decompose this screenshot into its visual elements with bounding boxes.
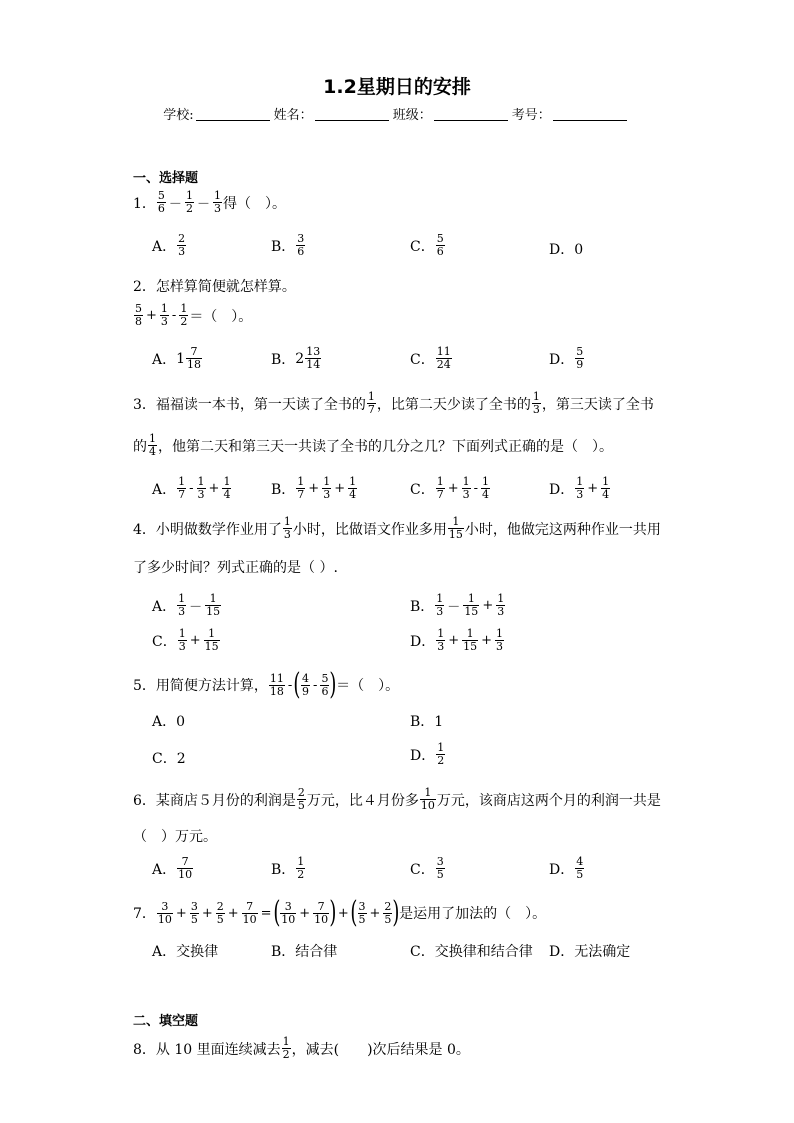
q5-option-d[interactable]: D． $\frac{1}{2}$: [410, 741, 445, 767]
fraction: $\frac{7}{10}$: [242, 899, 257, 926]
fraction: $\frac{1}{15}$: [464, 592, 479, 618]
q1-option-d[interactable]: D．0: [549, 242, 584, 258]
fraction: $\frac{1}{4}$: [149, 432, 156, 458]
fraction: $\frac{1}{3}$: [497, 592, 505, 618]
fraction: $\frac{2}{5}$: [384, 899, 392, 926]
question-8: 8．从 10 里面连续减去 $\frac{1}{2}$ ，减去( )次后结果是 0。: [133, 1035, 470, 1061]
fraction: $\frac{1}{3}$: [532, 390, 540, 416]
fraction: $\frac{2}{3}$: [178, 232, 186, 258]
question-2-expr: $\frac{5}{8}$ + $\frac{1}{3}$ - $\frac{1}{2}$ ＝（ ）。: [135, 302, 253, 328]
q1-frac1: $\frac{5}{6}$: [157, 189, 165, 215]
fraction: $\frac{1}{3}$: [437, 627, 445, 653]
q5-option-a[interactable]: A．0: [152, 714, 186, 730]
fraction: $\frac{1}{3}$: [283, 515, 291, 541]
question-6-line2: （ ）万元。: [133, 829, 217, 845]
fraction: $\frac{3}{5}$: [436, 855, 444, 881]
q5-option-b[interactable]: B．1: [410, 714, 444, 730]
fraction: $\frac{7}{10}$: [178, 855, 193, 881]
q1-frac2: $\frac{1}{2}$: [185, 189, 193, 215]
question-1: [133, 190, 286, 215]
fraction: $\frac{7}{18}$: [187, 345, 202, 371]
class-blank[interactable]: [434, 107, 508, 121]
name-label: 姓名：: [273, 108, 313, 123]
question-6-line1: 6．某商店５月份的利润是 $\frac{2}{5}$ 万元，比４月份多 $\frac{1}{10}$ 万元，该商店这两个月的利润一共是: [133, 786, 661, 812]
fraction: $\frac{4}{5}$: [576, 855, 584, 881]
school-label: 学校:: [163, 108, 194, 123]
q3-option-c[interactable]: C． $\frac{1}{7}$ + $\frac{1}{3}$ - $\frac{1}{4}$: [410, 475, 490, 501]
q7-option-a[interactable]: A．交换律: [152, 944, 219, 960]
fraction: $\frac{7}{10}$: [314, 899, 329, 926]
fraction: $\frac{11}{18}$: [269, 671, 284, 698]
fraction: $\frac{1}{4}$: [349, 475, 357, 501]
q4-option-b[interactable]: B． $\frac{1}{3}$ － $\frac{1}{15}$ + $\frac{1}{3}$: [410, 592, 505, 618]
q1-option-b[interactable]: B． $\frac{3}{6}$: [271, 232, 305, 258]
fraction: $\frac{11}{24}$: [436, 345, 451, 371]
q2-option-a[interactable]: A． 1 $\frac{7}{18}$: [152, 345, 202, 371]
fraction: $\frac{5}{8}$: [135, 302, 142, 328]
fraction: $\frac{1}{2}$: [282, 1035, 290, 1061]
question-3-line1: 3．福福读一本书，第一天读了全书的 $\frac{1}{7}$ ，比第二天少读了全书的 $\frac{1}{3}$ ，第三天读了全书: [133, 390, 654, 416]
question-2-text: 2．怎样算简便就怎样算。: [133, 279, 296, 295]
question-7: 7． $\frac{3}{10}$ + $\frac{3}{5}$ + $\frac{2}{5}$ + $\frac{7}{10}$ = ( $\frac{3}{10}$ + $\frac{7}{10}$ ) + ( $\frac{3}{5}$ + $\frac{2}{5}$ ) 是运用了加法的（ ）。: [133, 895, 547, 930]
class-label: 班级：: [392, 108, 432, 123]
q2-option-b[interactable]: B． 2 $\frac{13}{14}$: [271, 345, 321, 371]
section-fill-heading: 二、填空题: [133, 1014, 199, 1029]
q1-tail: 得（ ）。: [222, 195, 286, 212]
fraction: $\frac{1}{2}$: [180, 302, 188, 328]
fraction: $\frac{1}{3}$: [462, 475, 470, 501]
school-blank[interactable]: [196, 107, 270, 121]
fraction: $\frac{1}{3}$: [323, 475, 331, 501]
q1-option-c[interactable]: C． $\frac{5}{6}$: [410, 232, 444, 258]
name-blank[interactable]: [315, 107, 389, 121]
fraction: $\frac{3}{10}$: [157, 899, 172, 926]
fraction: $\frac{1}{2}$: [437, 741, 445, 767]
fraction: $\frac{3}{5}$: [190, 899, 198, 926]
q6-option-b[interactable]: B． $\frac{1}{2}$: [271, 855, 305, 881]
q3-option-a[interactable]: A． $\frac{1}{7}$ - $\frac{1}{3}$ + $\frac{1}{4}$: [152, 475, 231, 501]
fraction: $\frac{3}{10}$: [281, 899, 296, 926]
q3-option-b[interactable]: B． $\frac{1}{7}$ + $\frac{1}{3}$ + $\frac{1}{4}$: [271, 475, 357, 501]
question-5: 5．用简便方法计算， $\frac{11}{18}$ - ( $\frac{4}{9}$ - $\frac{5}{6}$ ) ＝（ ）。: [133, 667, 400, 702]
q6-option-d[interactable]: D． $\frac{4}{5}$: [549, 855, 584, 881]
q7-option-d[interactable]: D．无法确定: [549, 944, 631, 960]
q4-option-c[interactable]: C． $\frac{1}{3}$ + $\frac{1}{15}$: [152, 627, 219, 653]
q6-option-a[interactable]: A． $\frac{7}{10}$: [152, 855, 193, 881]
exam-blank[interactable]: [553, 107, 627, 121]
fraction: $\frac{1}{3}$: [496, 627, 504, 653]
q2-option-c[interactable]: C． $\frac{11}{24}$: [410, 345, 451, 371]
section-choice-heading: 一、选择题: [133, 171, 199, 186]
q1-op: －: [168, 197, 182, 212]
fraction: $\frac{2}{5}$: [216, 899, 224, 926]
fraction: $\frac{5}{9}$: [576, 345, 584, 371]
question-4-line1: 4．小明做数学作业用了 $\frac{1}{3}$ 小时，比做语文作业多用 $\frac{1}{15}$ 小时，他做完这两种作业一共用: [133, 515, 661, 541]
fraction: $\frac{4}{9}$: [302, 671, 310, 698]
q6-option-c[interactable]: C． $\frac{3}{5}$: [410, 855, 444, 881]
q3-option-d[interactable]: D． $\frac{1}{3}$ + $\frac{1}{4}$: [549, 475, 610, 501]
q4-option-d[interactable]: D． $\frac{1}{3}$ + $\frac{1}{15}$ + $\frac{1}{3}$: [410, 627, 504, 653]
fraction: $\frac{1}{15}$: [206, 592, 221, 618]
fraction: $\frac{1}{10}$: [420, 786, 435, 812]
q1-number: 1．: [133, 195, 156, 212]
fraction: $\frac{13}{14}$: [306, 345, 321, 371]
fraction: $\frac{1}{7}$: [178, 475, 186, 501]
fraction: $\frac{1}{7}$: [297, 475, 305, 501]
fraction: $\frac{1}{15}$: [448, 515, 463, 541]
fraction: $\frac{1}{3}$: [178, 627, 186, 653]
question-3-line2: 的 $\frac{1}{4}$ ，他第二天和第三天一共读了全书的几分之几？下面列式正确的是（ ）。: [133, 432, 613, 458]
q7-option-c[interactable]: C．交换律和结合律: [410, 944, 533, 960]
exam-label: 考号：: [511, 108, 551, 123]
student-info-line: [0, 104, 794, 123]
fraction: $\frac{1}{4}$: [223, 475, 231, 501]
fraction: $\frac{5}{6}$: [436, 232, 444, 258]
fraction: $\frac{3}{6}$: [297, 232, 305, 258]
fraction: $\frac{1}{2}$: [297, 855, 305, 881]
fraction: $\frac{1}{3}$: [576, 475, 584, 501]
q7-option-b[interactable]: B．结合律: [271, 944, 338, 960]
q4-option-a[interactable]: A． $\frac{1}{3}$ － $\frac{1}{15}$: [152, 592, 221, 618]
fraction: $\frac{1}{3}$: [160, 302, 168, 328]
question-4-line2: 了多少时间？列式正确的是（ ）.: [133, 560, 338, 576]
q1-op: －: [196, 197, 210, 212]
q2-option-d[interactable]: D． $\frac{5}{9}$: [549, 345, 584, 371]
fraction: $\frac{1}{4}$: [482, 475, 490, 501]
fraction: $\frac{1}{4}$: [602, 475, 610, 501]
fraction: $\frac{1}{3}$: [197, 475, 205, 501]
fraction: $\frac{1}{3}$: [178, 592, 186, 618]
q5-option-c[interactable]: C．2: [152, 751, 186, 767]
fraction: $\frac{1}{3}$: [436, 592, 444, 618]
fraction: $\frac{1}{15}$: [463, 627, 478, 653]
fraction: $\frac{5}{6}$: [321, 671, 329, 698]
fraction: $\frac{2}{5}$: [297, 786, 305, 812]
q1-option-a[interactable]: A． $\frac{2}{3}$: [152, 232, 186, 258]
page-title: 1.2星期日的安排: [323, 76, 471, 98]
q1-frac3: $\frac{1}{3}$: [213, 189, 221, 215]
fraction: $\frac{1}{15}$: [204, 627, 219, 653]
fraction: $\frac{3}{5}$: [358, 899, 366, 926]
fraction: $\frac{1}{7}$: [436, 475, 444, 501]
fraction: $\frac{1}{7}$: [367, 390, 375, 416]
